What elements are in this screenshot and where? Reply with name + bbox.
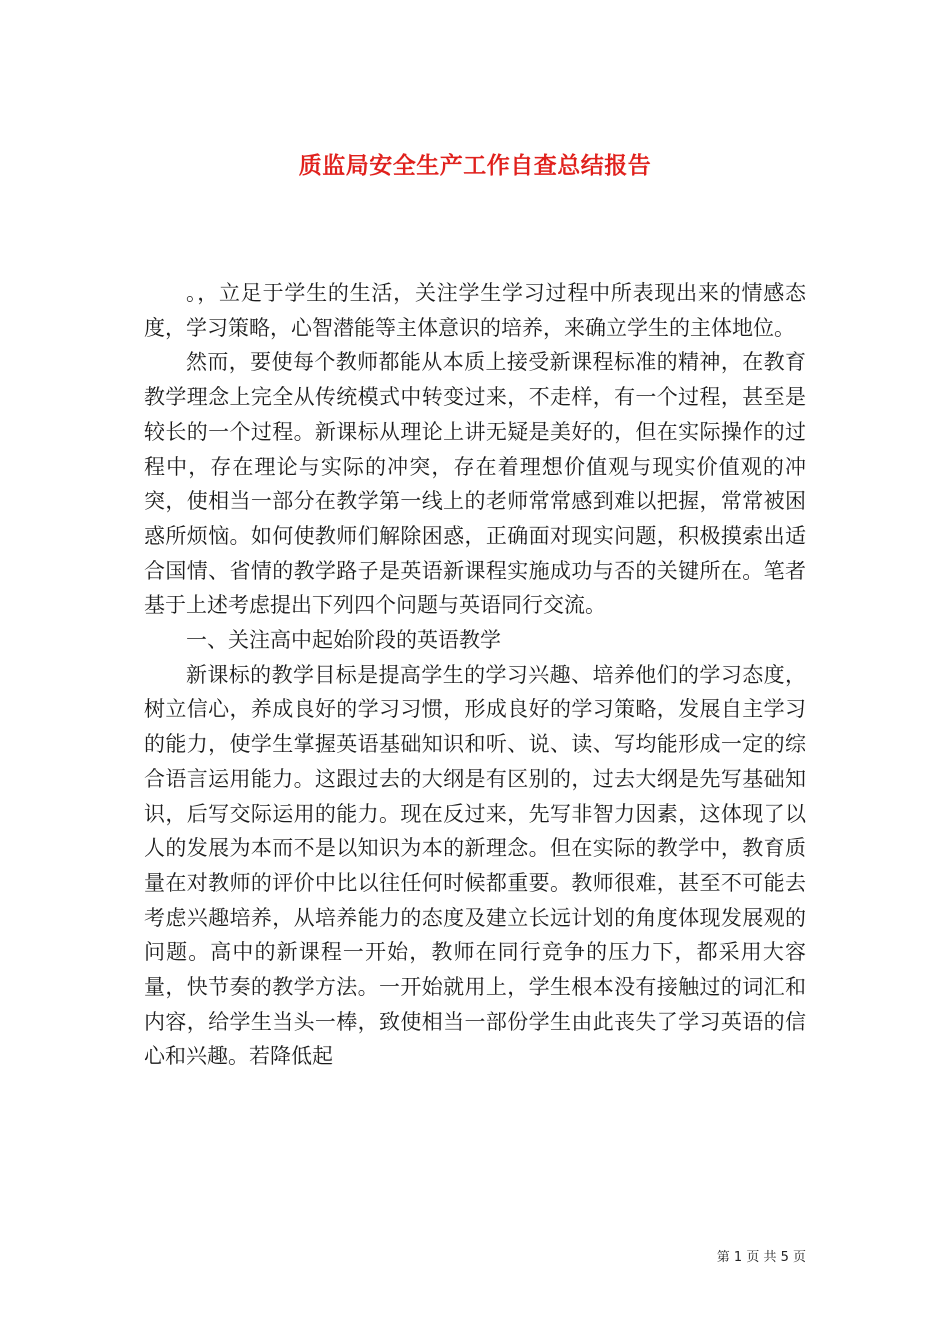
section-heading: 一、关注高中起始阶段的英语教学	[186, 628, 501, 653]
page-number-footer: 第 1 页 共 5 页	[716, 1250, 806, 1265]
paragraph: 。，立足于学生的生活，关注学生学习过程中所表现出来的情感态度，学习策略，心智潜能等主体意识的培养，来确立学生的主体地位。	[144, 281, 806, 340]
paragraph: 新课标的教学目标是提高学生的学习兴趣、培养他们的学习态度，树立信心，养成良好的学习习惯，形成良好的学习策略，发展自主学习的能力，使学生掌握英语基础知识和听、说、读、写均能形成一定的综合语言运用能力。这跟过去的大纲是有区别的，过去大纲是先写基础知识，后写交际运用的能力。现在反过来，先写非智力因素，这体现了以人的发展为本而不是以知识为本的新理念。但在实际的教学中，教育质量在对教师的评价中比以往任何时候都重要。教师很难，甚至不可能去考虑兴趣培养，从培养能力的态度及建立长远计划的角度体现发展观的问题。高中的新课程一开始，教师在同行竞争的压力下，都采用大容量，快节奏的教学方法。一开始就用上，学生根本没有接触过的词汇和内容，给学生当头一棒，致使相当一部份学生由此丧失了学习英语的信心和兴趣。若降低起	[144, 662, 806, 1069]
document-body	[144, 276, 806, 1074]
page-title: 质监局安全生产工作自查总结报告	[298, 153, 652, 180]
paragraph: 然而，要使每个教师都能从本质上接受新课程标准的精神，在教育教学理念上完全从传统模式中转变过来，不走样，有一个过程，甚至是较长的一个过程。新课标从理论上讲无疑是美好的，但在实际操作的过程中，存在理论与实际的冲突，存在着理想价值观与现实价值观的冲突，使相当一部分在教学第一线上的老师常常感到难以把握，常常被困惑所烦恼。如何使教师们解除困惑，正确面对现实问题，积极摸索出适合国情、省情的教学路子是英语新课程实施成功与否的关键所在。笔者基于上述考虑提出下列四个问题与英语同行交流。	[144, 350, 806, 618]
